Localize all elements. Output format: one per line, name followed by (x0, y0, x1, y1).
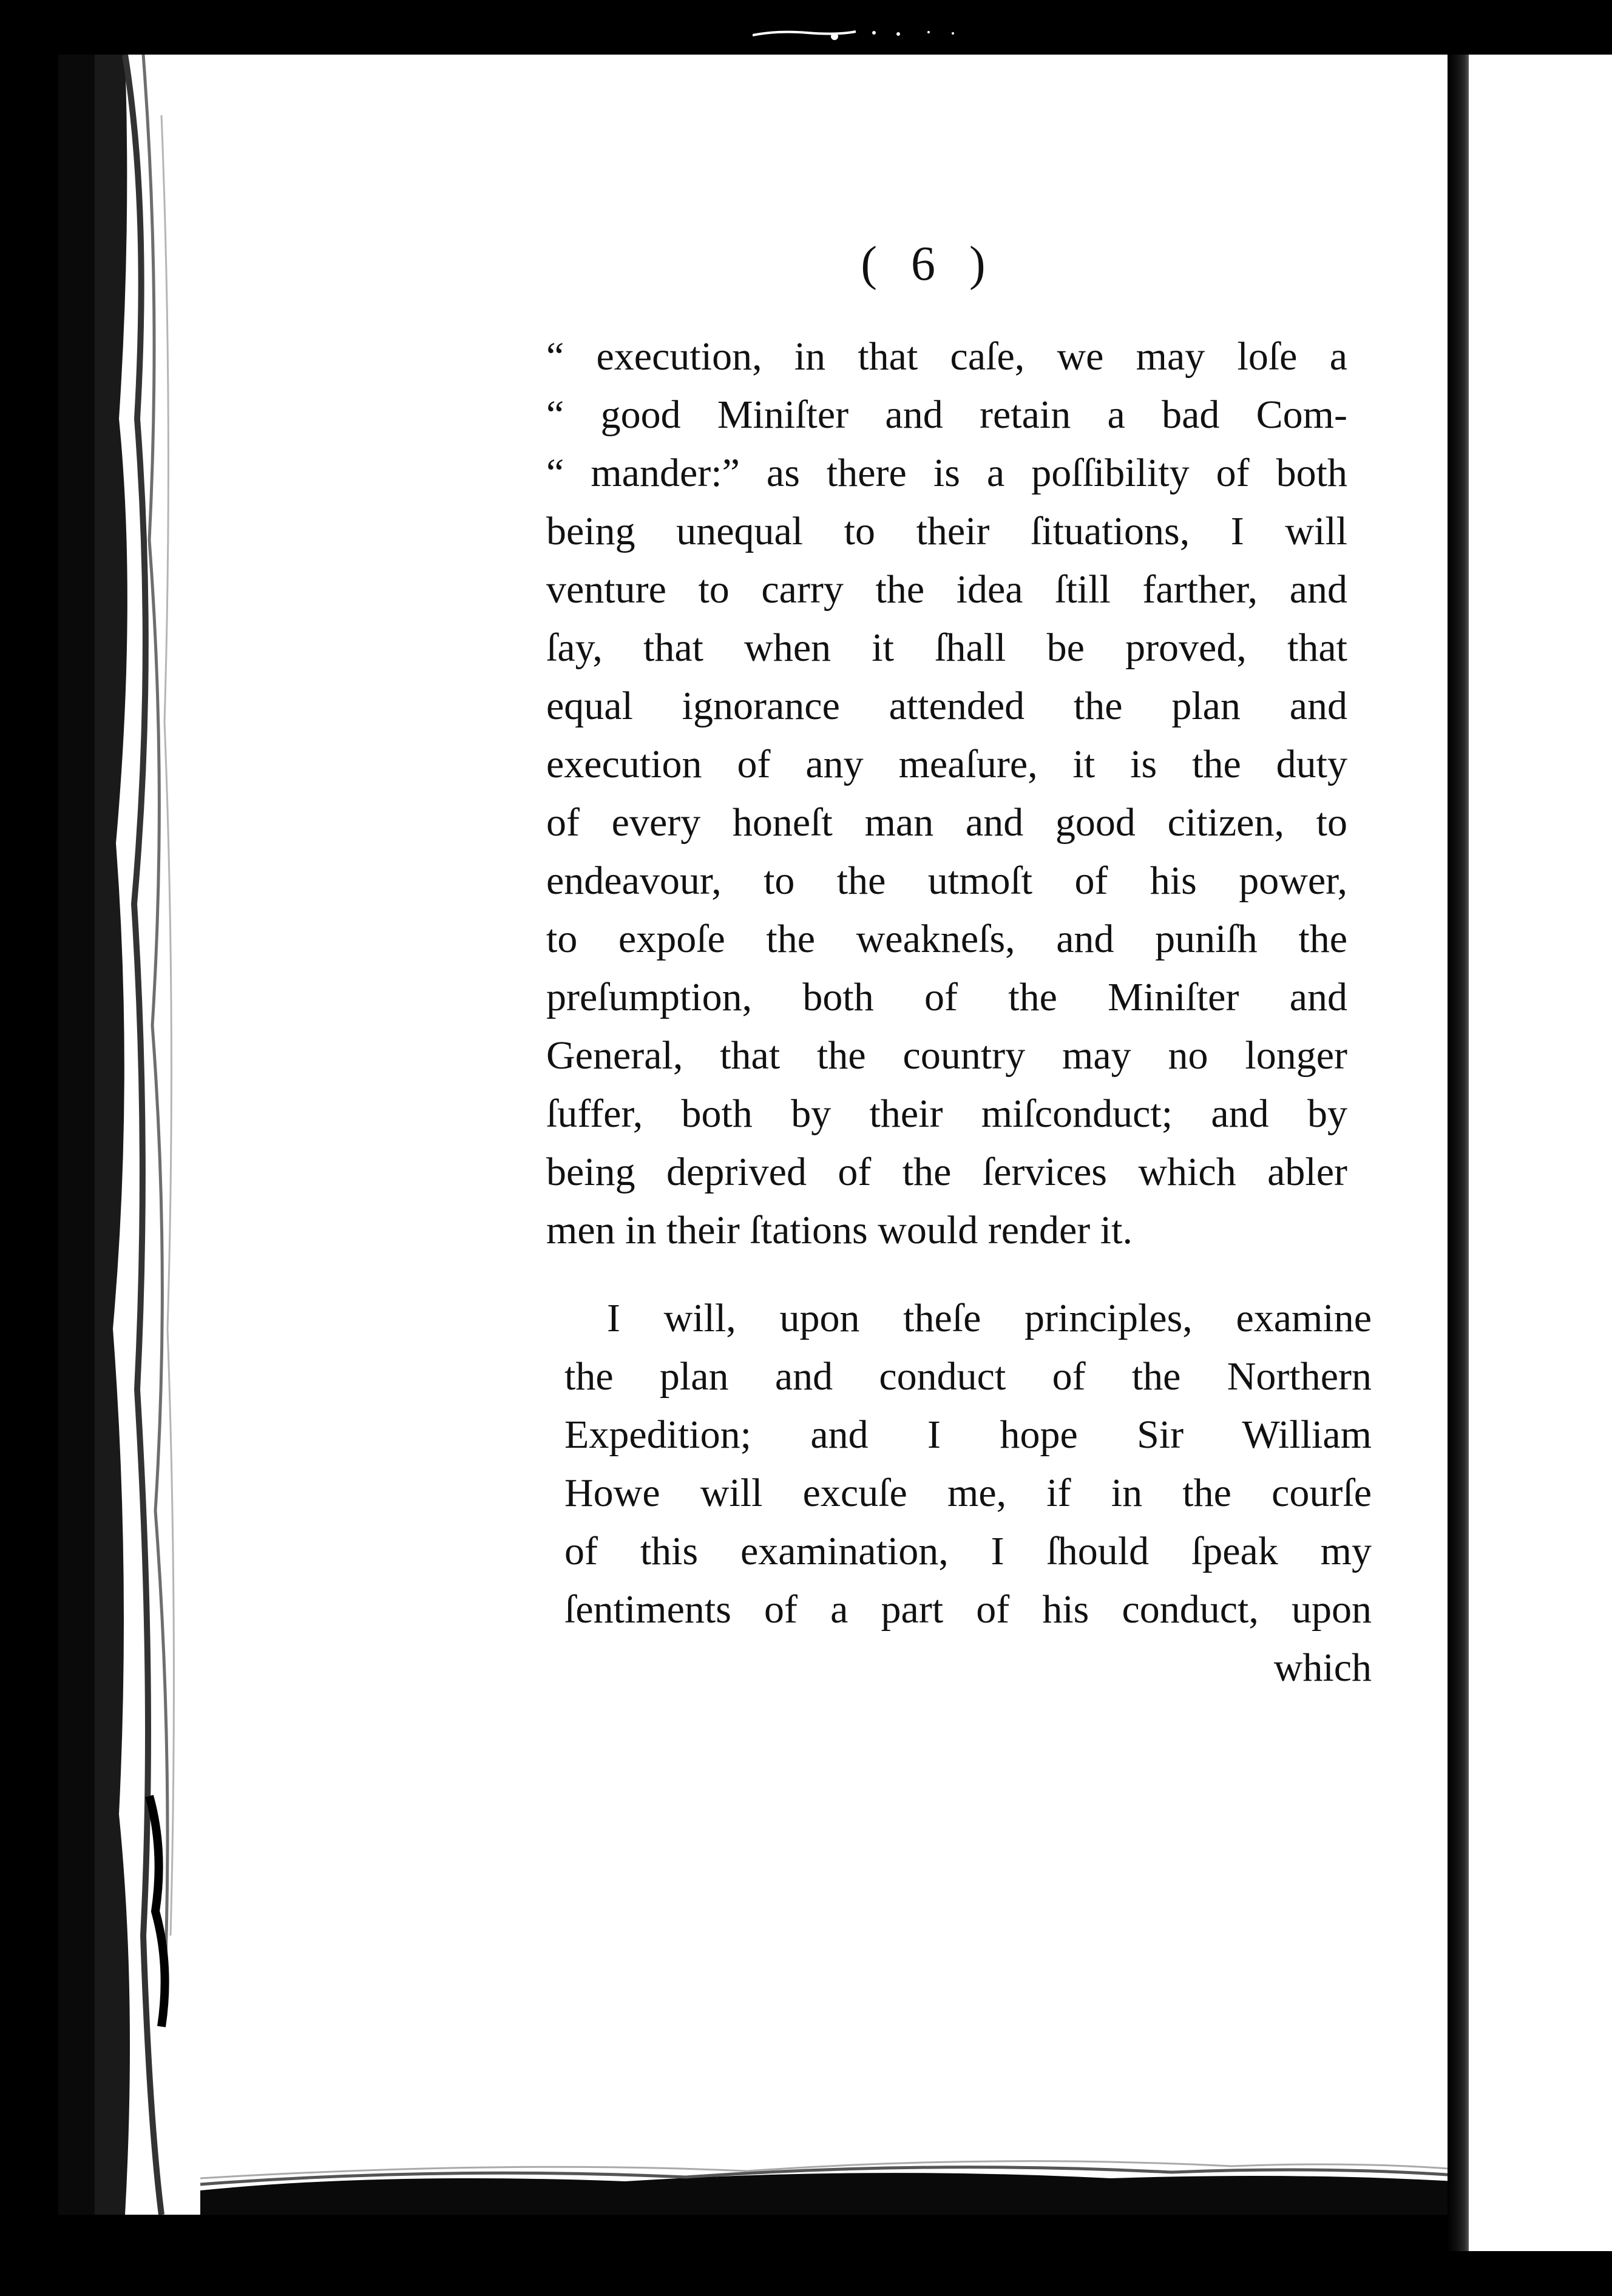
text-line: to expoſe the weakneſs, and puniſh the (546, 917, 1347, 961)
paragraph (546, 328, 1347, 1260)
text-line: “ execution, in that caſe, we may loſe a (546, 334, 1347, 379)
text-line: being unequal to their ſituations, I will (546, 509, 1347, 553)
text-line: men in their ſtations would render it. (546, 1208, 1133, 1252)
text-line: Howe will excuſe me, if in the courſe (564, 1471, 1372, 1515)
catchword: which (1273, 1646, 1372, 1690)
text-line: Expedition; and I hope Sir William (564, 1413, 1372, 1457)
facing-page (1469, 55, 1612, 2251)
text-line: ſuffer, both by their miſconduct; and by (546, 1092, 1347, 1136)
text-line: being deprived of the ſervices which abler (546, 1150, 1347, 1194)
text-line: of this examination, I ſhould ſpeak my (564, 1529, 1372, 1573)
page-bottom-edge (200, 2081, 1457, 2215)
page-binding-edge (58, 55, 180, 2215)
text-line: I will, upon theſe principles, examine (607, 1296, 1372, 1340)
page-number: ( 6 ) (861, 237, 997, 291)
text-line: venture to carry the idea ſtill farther, and (546, 567, 1347, 612)
text-line: the plan and conduct of the Northern (564, 1354, 1372, 1399)
text-line: preſumption, both of the Miniſter and (546, 975, 1347, 1019)
text-line: ſentiments of a part of his conduct, upon (564, 1587, 1372, 1632)
text-line: equal ignorance attended the plan and (546, 684, 1347, 728)
text-line: ſay, that when it ſhall be proved, that (546, 626, 1347, 670)
text-line: of every honeſt man and good citizen, to (546, 800, 1347, 845)
text-line: “ mander:” as there is a poſſibility of both (546, 451, 1347, 495)
paragraph (564, 1289, 1372, 1697)
text-line: “ good Miniſter and retain a bad Com- (546, 393, 1347, 437)
scan-artifact-top (753, 24, 983, 41)
text-line: execution of any meaſure, it is the duty (546, 742, 1347, 786)
text-line: General, that the country may no longer (546, 1033, 1347, 1078)
text-line: endeavour, to the utmoſt of his power, (546, 859, 1347, 903)
facing-page-gutter (1448, 55, 1472, 2251)
